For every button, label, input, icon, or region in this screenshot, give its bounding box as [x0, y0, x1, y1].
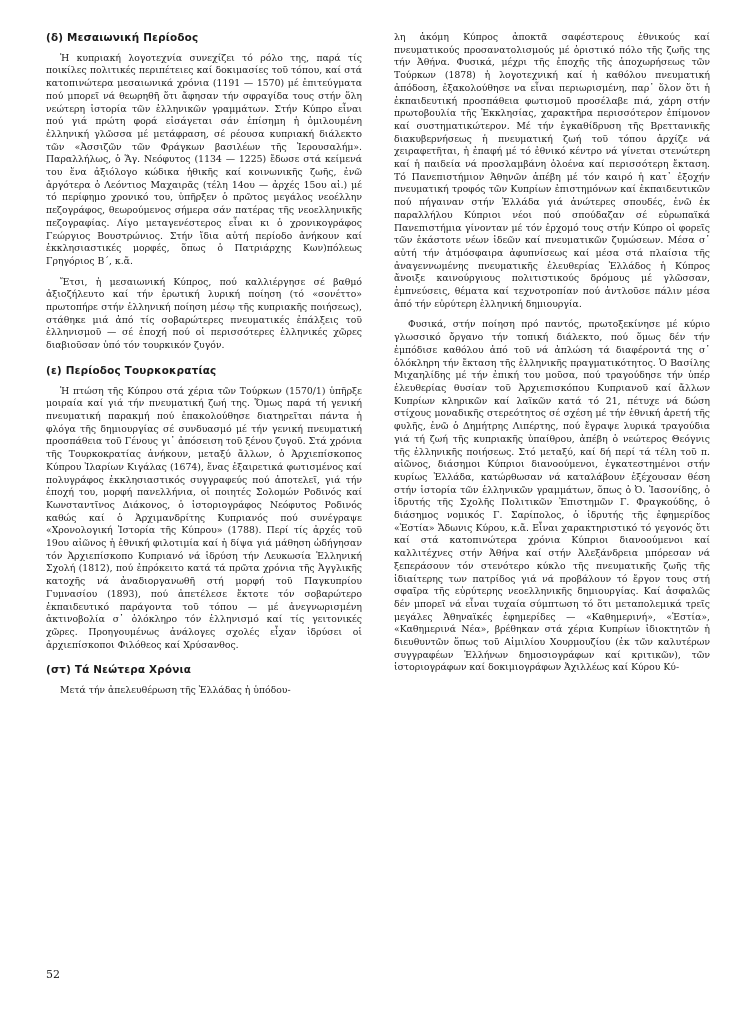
paragraph: Ἡ κυπριακή λογοτεχνία συνεχίζει τό ρόλο της, παρά τίς ποικίλες πολιτικές περιπέτειες καί δοκιμασίες τοῦ τόπου, καί στά κατοπινώτερα μεσαιωνικά χρόνια (1191 — 1570) μέ ἐπιτεύγματα πού μπορεῖ νά θεωρηθῆ ὅτι ἄφησαν τήν σφραγίδα τους στήν ὅλη νεώτερη ἱστορία τῶν ἑλληνικῶν γραμμάτων. Στήν Κύπρο εἶναι πού γιά πρώτη φορά εἰσάγεται σάν ἐπίσημη ἡ ὁμιλουμένη ἑλληνική γλῶσσα μέ μετάφραση, σέ ρέουσα κυπριακή διάλεκτο τῶν «Ἀσσιζῶν τῶν Φράγκων βασιλέων τῆς Ἱερουσαλήμ». Παραλλήλως, ὁ Ἅγ. Νεόφυτος (1134 — 1225) ἔδωσε στά κείμενά του ἕνα ἀξιόλογο κώδικα ἠθικῆς καί κοινωνικῆς ζωῆς, ἐνῶ ἀργότερα ὁ Λεόντιος Μαχαιρᾶς (τέλη 14ου — ἀρχές 15ου αἰ.) μέ τό περίφημο χρονικό του, ὑπῆρξεν ὁ πρῶτος μεγάλος νεοέλλην πεζογράφος, θεωρούμενος σήμερα σάν πατέρας τῆς νεοελληνικῆς πεζογραφίας. Λίγο μεταγενέστερος εἶναι κι ὁ χρονικογράφος Γεώργιος Βουστρώνιος. Στήν ἴδια αὐτή περίοδο ἀνήκουν καί ἐκκλησιαστικές μορφές, ὅπως ὁ Πατριάρχης Κων)πόλεως Γρηγόριος Β΄, κ.ἄ.	[46, 52, 362, 267]
two-column-layout	[46, 32, 710, 706]
paragraph: Ἡ πτώση τῆς Κύπρου στά χέρια τῶν Τούρκων (1570/1) ὑπῆρξε μοιραία καί γιά τήν πνευματική ζωή της. Ὅμως παρά τή γενική πνευματική παρακμή πού ἐπακολούθησε διατηρεῖται πάντα ἡ φλόγα τῆς δημιουργίας σέ συνδυασμό μέ τήν γενική πνευματική προσπάθεια τοῦ Γένους γι᾽ ἀπόσειση τοῦ ξένου ζυγοῦ. Στά χρόνια τῆς Τουρκοκρατίας ἀνήκουν, μεταξύ ἄλλων, ὁ Ἀρχιεπίσκοπος Κύπρου Ἰλαρίων Κιγάλας (1674), ἕνας ἐξαιρετικά φωτισμένος καί πολυγράφος ἐκκλησιαστικός συγγραφεύς πού ἀποτελεῖ, γιά τήν ἐποχή του, μορφή πανελλήνια, οἱ ποιητές Σολομών Ροδινός καί Κωνσταντῖνος Διάκονος, ὁ ἱστοριογράφος Νεόφυτος Ροδινός καθώς καί ὁ Ἀρχιμανδρίτης Κυπριανός πού συνέγραψε «Χρονολογική Ἱστορία τῆς Κύπρου» (1788). Περί τίς ἀρχές τοῦ 19ου αἰῶνος ἡ ἐθνική φιλοτιμία καί ἡ δίψα γιά μάθηση ὡδήγησαν τόν Ἀρχιεπίσκοπο Κυπριανό νά ἱδρύση τήν Λευκωσία Ἑλληνική Σχολή (1812), πού ἐπρόκειτο κατά τά πρῶτα χρόνια τῆς Ἀγγλικῆς κατοχῆς νά ἀναδιοργανωθῆ στή μορφή τοῦ Παγκυπρίου Γυμνασίου (1893), πού ἀπετέλεσε ἔκτοτε τόν σοβαρώτερο ἐκπαιδευτικό παράγοντα τοῦ τόπου — μέ ἀνεγνωρισμένη ἀκτινοβολία σ᾽ ὁλόκληρο τόν ἑλληνισμό καί τίς γειτονικές χῶρες. Προηγουμένως ἀνάλογες σχολές εἶχαν ἱδρύσει οἱ ἀρχιεπίσκοποι Φιλόθεος καί Χρύσανθος.	[46, 385, 362, 651]
section-heading-medieval: (δ) Μεσαιωνική Περίοδος	[46, 32, 199, 44]
paragraph: Μετά τήν ἀπελευθέρωση τῆς Ἑλλάδας ἡ ὑπόδου-	[60, 685, 291, 697]
page-number: 52	[46, 968, 60, 981]
section-heading-ottoman: (ε) Περίοδος Τουρκοκρατίας	[46, 364, 217, 377]
right-column	[394, 32, 710, 706]
paragraph: Φυσικά, στήν ποίηση πρό παντός, πρωτοξεκίνησε μέ κύριο γλωσσικό ὄργανο τήν τοπική διάλεκτο, πού ὅμως δέν τήν ἐμπόδισε καθόλου ἀπό τοῦ νά ἀπλώση τά διαφέροντά της σ᾽ ὁλόκληρη τήν ἔκταση τῆς ἑλληνικῆς πραγματικότητος. Ὁ Βασίλης Μιχαηλίδης μέ τήν ἐπική του μοῦσα, πού τραγούδησε τήν ὑπέρ ἐλευθερίας θυσίαν τοῦ Ἀρχιεπισκόπου Κυπριανοῦ καί ἄλλων Κυπρίων κληρικῶν καί λαϊκῶν κατά τό 21, πέτυχε νά δώση στίχους μοναδικῆς στερεότητος σέ σχέση μέ τήν ἐθνική ἀρετή τῆς φυλῆς, ἐνῶ ὁ Δημήτρης Λιπέρτης, πού ἔγραψε λυρικά τραγούδια γιά τή ζωή τῆς κυπριακῆς ὑπαίθρου, ἀπέβη ὁ νεώτερος Θεόγνις τῆς ἑλληνικῆς ποιήσεως. Στό μεταξύ, καί δή περί τά τέλη τοῦ π. αἰῶνος, διάσημοι Κύπριοι διανοούμενοι, ἐγκατεστημένοι στήν κυρίως Ἑλλάδα, κατώρθωσαν νά καταλάβουν ἐξέχουσαν θέση στήν ἱστορία τῶν ἑλληνικῶν γραμμάτων, ὅπως ὁ Ὀ. Ἰασονίδης, ὁ ἱδρυτής τῆς Σχολῆς Πολιτικῶν Ἐπιστημῶν Γ. Φραγκούδης, ὁ διάσημος νομικός Γ. Σαρίπολος, ὁ ἱδρυτής τῆς ἐφημερίδος «Ἑστία» Ἄδωνις Κύρου, κ.ἄ. Εἶναι χαρακτηριστικό τό γεγονός ὅτι καί στά κατοπινώτερα χρόνια Κύπριοι διανοούμενοι καί καλλιτέχνες στήν Ἀθήνα καί στήν Ἀλεξάνδρεια μπόρεσαν νά ξεπεράσουν τόν στενότερο κύκλο τῆς πνευματικῆς ζωῆς τῆς ἰδιαίτερης των πατρίδος γιά νά προβάλουν τό ἔργον τους στή σφαῖρα τῆς εὐρύτερης νεοελληνικῆς δημιουργίας. Καί ἀσφαλῶς δέν μπορεῖ νά εἶναι τυχαία σύμπτωση τό ὅτι μεταπολεμικά τρεῖς μεγάλες Ἀθηναϊκές ἐφημερίδες — «Καθημερινή», «Ἑστία», «Καθημερινά Νέα», βρέθηκαν στά χέρια Κυπρίων ἰδιοκτητῶν ἡ διευθυντῶν ὅπως τοῦ Αἰμιλίου Χουρμουζίου (ἐκ τῶν καλυτέρων συγγραφέων Ἑλλήνων δημοσιογράφων καί κριτικῶν), τῶν ἱστοριογράφων καί δοκιμιογράφων Ἀχιλλέως καί Κύρου Κύ-	[394, 319, 710, 674]
left-column	[46, 32, 362, 706]
paragraph-continued: λη ἀκόμη Κύπρος ἀποκτᾶ σαφέστερους ἐθνικούς καί πνευματικούς προσανατολισμούς μέ ὁριστικό πόλο τῆς ζωῆς της τήν Ἀθήνα. Φυσικά, μέχρι τῆς ἐποχῆς τῆς ἀποχωρήσεως τῶν Τούρκων (1878) ἡ λογοτεχνική καί ἡ καθόλου πνευματική ἀπόδοση, ἐξακολούθησε να εἶναι περιωρισμένη, παρ᾽ ὅλον ὅτι ἡ ἐκπαιδευτική προσπάθεια φωτισμοῦ προσέλαβε πιά, χάρη στήν πρωτοβουλία τῆς Ἐκκλησίας, χαρακτῆρα περισσότερον ἐπίμονον καί συστηματικώτερον. Μέ τήν ἐγκαθίδρυση τῆς Βρεττανικῆς διακυβερνήσεως ἡ πνευματική ζωή τοῦ τόπου ἀρχίζε νά χειραφετῆται, ἡ ἐπαφή μέ τό ἐθνικό κέντρο νά γίνεται στενώτερη καί ἡ παιδεία νά προσλαμβάνη ὁλοένα καί περισσότερη ἔκταση. Τό Πανεπιστήμιον Ἀθηνῶν ἀπέβη μέ τόν καιρό ἡ κατ᾽ ἐξοχήν πνευματική τροφός τῶν Κυπρίων ἐπιστημόνων καί ἐκπαιδευτικῶν πού πήγαιναν στήν Ἑλλάδα γιά ἀνώτερες σπουδές, ἐνῶ ἐκ παραλλήλου Κύπριοι νέοι πού σπούδαζαν σέ εὐρωπαϊκά Πανεπιστήμια γίνονταν μέ τόν ἐρχομό τους στήν Κύπρο οἱ φορεῖς τῶν ἑκάστοτε νέων ἰδεῶν καί πνευματικῶν ζυμώσεων. Μέσα σ᾽ αὐτή τήν ἀτμόσφαιρα ἀφυπνίσεως καί μέσα στά πλαίσια τῆς ἀναγεννωμένης πνευματικῆς ἐλευθερίας Ἑλλάδος ἡ Κύπρος ἄνοιξε καινούργιους πολιτιστικούς δρόμους μέ γλῶσσαν, ἐμπνεύσεις, θέματα καί τεχνοτροπίαν πού ἀντλοῦσε πάλιν μέσα ἀπό τήν εὐρύτερη ἑλληνική δημιουργία.	[394, 32, 710, 310]
section-heading-modern: (στ) Τά Νεώτερα Χρόνια	[46, 664, 192, 677]
paragraph: Ἔτσι, ἡ μεσαιωνική Κύπρος, πού καλλιέργησε σέ βαθμό ἀξιοζήλευτο καί τήν ἐρωτική λυρική ποίηση (τό «σονέττο» πρωτοπήρε στήν ἑλληνική ποίηση μέσῳ τῆς κυπριακῆς ποιήσεως), στάθηκε μιά ἀπό τίς σοβαρώτερες πνευματικές ἐπάλξεις τοῦ ἑλληνισμοῦ — σέ ἐποχή πού οἱ περισσότερες ἑλληνικές χῶρες διαβιοῦσαν ὑπό τόν τουρκικόν ζυγόν.	[46, 276, 362, 352]
